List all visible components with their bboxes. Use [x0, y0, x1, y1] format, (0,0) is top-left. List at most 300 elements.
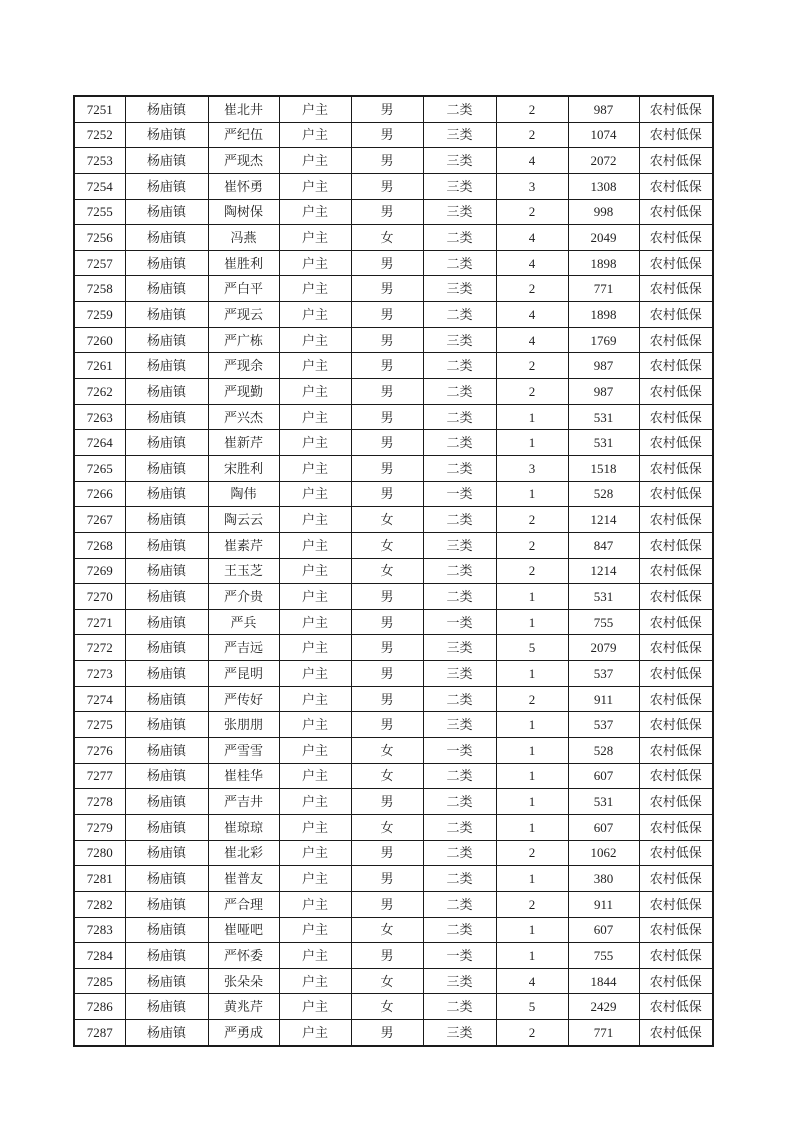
cell-gender: 男 [351, 173, 423, 199]
cell-amount: 537 [568, 661, 639, 687]
cell-family-count: 3 [496, 455, 568, 481]
cell-category: 二类 [423, 558, 496, 584]
cell-household-relation: 户主 [279, 917, 351, 943]
cell-serial-number: 7277 [74, 763, 125, 789]
cell-family-count: 2 [496, 122, 568, 148]
table-row [74, 635, 713, 661]
cell-gender: 男 [351, 866, 423, 892]
cell-person-name: 严纪伍 [208, 122, 279, 148]
cell-serial-number: 7280 [74, 840, 125, 866]
cell-family-count: 2 [496, 558, 568, 584]
cell-household-relation: 户主 [279, 481, 351, 507]
cell-gender: 男 [351, 122, 423, 148]
cell-serial-number: 7254 [74, 173, 125, 199]
cell-amount: 2429 [568, 994, 639, 1020]
cell-town: 杨庙镇 [125, 891, 208, 917]
cell-category: 二类 [423, 763, 496, 789]
cell-household-relation: 户主 [279, 353, 351, 379]
cell-family-count: 2 [496, 276, 568, 302]
cell-family-count: 1 [496, 404, 568, 430]
cell-gender: 男 [351, 250, 423, 276]
cell-assistance-type: 农村低保 [639, 122, 713, 148]
cell-gender: 男 [351, 148, 423, 174]
cell-town: 杨庙镇 [125, 532, 208, 558]
cell-category: 三类 [423, 532, 496, 558]
cell-family-count: 1 [496, 866, 568, 892]
cell-category: 二类 [423, 789, 496, 815]
cell-serial-number: 7252 [74, 122, 125, 148]
cell-serial-number: 7281 [74, 866, 125, 892]
cell-household-relation: 户主 [279, 276, 351, 302]
cell-person-name: 严昆明 [208, 661, 279, 687]
table-row [74, 840, 713, 866]
cell-town: 杨庙镇 [125, 455, 208, 481]
cell-serial-number: 7259 [74, 302, 125, 328]
cell-assistance-type: 农村低保 [639, 891, 713, 917]
cell-assistance-type: 农村低保 [639, 789, 713, 815]
cell-gender: 女 [351, 225, 423, 251]
cell-gender: 女 [351, 558, 423, 584]
table-row [74, 353, 713, 379]
cell-town: 杨庙镇 [125, 763, 208, 789]
cell-assistance-type: 农村低保 [639, 481, 713, 507]
table-row [74, 558, 713, 584]
cell-gender: 男 [351, 455, 423, 481]
cell-family-count: 1 [496, 584, 568, 610]
cell-serial-number: 7283 [74, 917, 125, 943]
cell-family-count: 2 [496, 891, 568, 917]
cell-amount: 380 [568, 866, 639, 892]
cell-household-relation: 户主 [279, 712, 351, 738]
cell-person-name: 张朋朋 [208, 712, 279, 738]
table-row [74, 943, 713, 969]
cell-person-name: 严吉井 [208, 789, 279, 815]
cell-category: 二类 [423, 96, 496, 122]
cell-serial-number: 7287 [74, 1020, 125, 1046]
cell-amount: 528 [568, 481, 639, 507]
cell-household-relation: 户主 [279, 968, 351, 994]
cell-assistance-type: 农村低保 [639, 225, 713, 251]
cell-amount: 998 [568, 199, 639, 225]
cell-serial-number: 7273 [74, 661, 125, 687]
cell-serial-number: 7255 [74, 199, 125, 225]
cell-gender: 男 [351, 404, 423, 430]
cell-gender: 男 [351, 609, 423, 635]
cell-assistance-type: 农村低保 [639, 250, 713, 276]
cell-amount: 987 [568, 353, 639, 379]
cell-category: 二类 [423, 404, 496, 430]
cell-family-count: 4 [496, 225, 568, 251]
cell-person-name: 严怀委 [208, 943, 279, 969]
cell-category: 二类 [423, 584, 496, 610]
cell-gender: 男 [351, 789, 423, 815]
cell-assistance-type: 农村低保 [639, 1020, 713, 1046]
table-row [74, 712, 713, 738]
cell-person-name: 崔北井 [208, 96, 279, 122]
cell-amount: 607 [568, 763, 639, 789]
cell-family-count: 1 [496, 712, 568, 738]
cell-family-count: 2 [496, 507, 568, 533]
cell-household-relation: 户主 [279, 199, 351, 225]
cell-category: 二类 [423, 379, 496, 405]
cell-category: 二类 [423, 225, 496, 251]
cell-household-relation: 户主 [279, 558, 351, 584]
cell-town: 杨庙镇 [125, 481, 208, 507]
table-row [74, 1020, 713, 1046]
cell-person-name: 崔哑吧 [208, 917, 279, 943]
cell-amount: 1062 [568, 840, 639, 866]
cell-serial-number: 7256 [74, 225, 125, 251]
table-row [74, 532, 713, 558]
cell-family-count: 1 [496, 763, 568, 789]
cell-town: 杨庙镇 [125, 968, 208, 994]
cell-assistance-type: 农村低保 [639, 917, 713, 943]
cell-gender: 男 [351, 379, 423, 405]
cell-assistance-type: 农村低保 [639, 199, 713, 225]
cell-amount: 755 [568, 609, 639, 635]
cell-serial-number: 7265 [74, 455, 125, 481]
cell-serial-number: 7282 [74, 891, 125, 917]
cell-serial-number: 7263 [74, 404, 125, 430]
cell-family-count: 1 [496, 609, 568, 635]
table-row [74, 302, 713, 328]
cell-gender: 女 [351, 532, 423, 558]
cell-gender: 男 [351, 430, 423, 456]
cell-town: 杨庙镇 [125, 866, 208, 892]
cell-person-name: 崔胜利 [208, 250, 279, 276]
cell-serial-number: 7260 [74, 327, 125, 353]
cell-town: 杨庙镇 [125, 943, 208, 969]
cell-town: 杨庙镇 [125, 276, 208, 302]
cell-assistance-type: 农村低保 [639, 404, 713, 430]
cell-assistance-type: 农村低保 [639, 866, 713, 892]
cell-person-name: 陶云云 [208, 507, 279, 533]
cell-town: 杨庙镇 [125, 840, 208, 866]
cell-household-relation: 户主 [279, 763, 351, 789]
cell-gender: 女 [351, 994, 423, 1020]
cell-family-count: 4 [496, 327, 568, 353]
cell-household-relation: 户主 [279, 96, 351, 122]
table-row [74, 814, 713, 840]
cell-family-count: 2 [496, 96, 568, 122]
cell-category: 二类 [423, 302, 496, 328]
cell-household-relation: 户主 [279, 327, 351, 353]
cell-person-name: 冯燕 [208, 225, 279, 251]
cell-person-name: 崔普友 [208, 866, 279, 892]
cell-gender: 男 [351, 661, 423, 687]
cell-family-count: 1 [496, 789, 568, 815]
cell-family-count: 2 [496, 379, 568, 405]
table-row [74, 968, 713, 994]
cell-amount: 537 [568, 712, 639, 738]
cell-category: 二类 [423, 430, 496, 456]
table-row [74, 994, 713, 1020]
cell-person-name: 崔怀勇 [208, 173, 279, 199]
cell-amount: 987 [568, 96, 639, 122]
table-row [74, 199, 713, 225]
cell-family-count: 3 [496, 173, 568, 199]
cell-serial-number: 7286 [74, 994, 125, 1020]
cell-gender: 女 [351, 968, 423, 994]
cell-serial-number: 7253 [74, 148, 125, 174]
cell-household-relation: 户主 [279, 840, 351, 866]
table-row [74, 379, 713, 405]
table-row [74, 276, 713, 302]
cell-person-name: 严传好 [208, 686, 279, 712]
cell-town: 杨庙镇 [125, 635, 208, 661]
cell-amount: 1844 [568, 968, 639, 994]
cell-town: 杨庙镇 [125, 917, 208, 943]
cell-household-relation: 户主 [279, 379, 351, 405]
cell-town: 杨庙镇 [125, 814, 208, 840]
cell-gender: 男 [351, 96, 423, 122]
cell-household-relation: 户主 [279, 302, 351, 328]
cell-gender: 女 [351, 738, 423, 764]
table-row [74, 609, 713, 635]
cell-amount: 2049 [568, 225, 639, 251]
cell-amount: 911 [568, 686, 639, 712]
cell-serial-number: 7275 [74, 712, 125, 738]
cell-category: 三类 [423, 712, 496, 738]
cell-assistance-type: 农村低保 [639, 302, 713, 328]
cell-amount: 607 [568, 814, 639, 840]
cell-category: 二类 [423, 455, 496, 481]
cell-category: 三类 [423, 173, 496, 199]
cell-person-name: 崔桂华 [208, 763, 279, 789]
cell-amount: 531 [568, 404, 639, 430]
cell-assistance-type: 农村低保 [639, 609, 713, 635]
cell-family-count: 2 [496, 686, 568, 712]
cell-family-count: 4 [496, 968, 568, 994]
cell-assistance-type: 农村低保 [639, 968, 713, 994]
cell-category: 二类 [423, 917, 496, 943]
cell-category: 二类 [423, 891, 496, 917]
table-row [74, 430, 713, 456]
cell-serial-number: 7271 [74, 609, 125, 635]
cell-gender: 男 [351, 1020, 423, 1046]
cell-person-name: 陶树保 [208, 199, 279, 225]
cell-gender: 男 [351, 891, 423, 917]
table-row [74, 327, 713, 353]
cell-family-count: 2 [496, 840, 568, 866]
cell-town: 杨庙镇 [125, 379, 208, 405]
cell-family-count: 1 [496, 738, 568, 764]
cell-person-name: 严兴杰 [208, 404, 279, 430]
cell-town: 杨庙镇 [125, 122, 208, 148]
cell-person-name: 严现杰 [208, 148, 279, 174]
cell-assistance-type: 农村低保 [639, 96, 713, 122]
cell-assistance-type: 农村低保 [639, 994, 713, 1020]
cell-serial-number: 7285 [74, 968, 125, 994]
cell-amount: 531 [568, 789, 639, 815]
cell-assistance-type: 农村低保 [639, 353, 713, 379]
cell-category: 三类 [423, 148, 496, 174]
cell-assistance-type: 农村低保 [639, 327, 713, 353]
table-row [74, 584, 713, 610]
cell-category: 一类 [423, 738, 496, 764]
cell-amount: 2079 [568, 635, 639, 661]
cell-person-name: 黄兆芹 [208, 994, 279, 1020]
cell-category: 三类 [423, 968, 496, 994]
cell-amount: 528 [568, 738, 639, 764]
cell-assistance-type: 农村低保 [639, 276, 713, 302]
cell-family-count: 1 [496, 661, 568, 687]
cell-person-name: 宋胜利 [208, 455, 279, 481]
cell-gender: 男 [351, 276, 423, 302]
cell-amount: 1518 [568, 455, 639, 481]
cell-household-relation: 户主 [279, 814, 351, 840]
cell-serial-number: 7278 [74, 789, 125, 815]
table-row [74, 404, 713, 430]
cell-gender: 女 [351, 814, 423, 840]
cell-household-relation: 户主 [279, 250, 351, 276]
cell-amount: 771 [568, 276, 639, 302]
cell-person-name: 崔琼琼 [208, 814, 279, 840]
cell-household-relation: 户主 [279, 122, 351, 148]
cell-category: 一类 [423, 481, 496, 507]
cell-person-name: 张朵朵 [208, 968, 279, 994]
table-row [74, 763, 713, 789]
cell-assistance-type: 农村低保 [639, 943, 713, 969]
cell-category: 二类 [423, 353, 496, 379]
cell-assistance-type: 农村低保 [639, 712, 713, 738]
cell-gender: 男 [351, 199, 423, 225]
cell-assistance-type: 农村低保 [639, 763, 713, 789]
cell-serial-number: 7258 [74, 276, 125, 302]
cell-gender: 女 [351, 763, 423, 789]
cell-amount: 531 [568, 584, 639, 610]
cell-serial-number: 7264 [74, 430, 125, 456]
cell-assistance-type: 农村低保 [639, 738, 713, 764]
cell-serial-number: 7257 [74, 250, 125, 276]
cell-serial-number: 7269 [74, 558, 125, 584]
cell-person-name: 陶伟 [208, 481, 279, 507]
cell-family-count: 2 [496, 1020, 568, 1046]
cell-town: 杨庙镇 [125, 789, 208, 815]
cell-serial-number: 7270 [74, 584, 125, 610]
table-row [74, 481, 713, 507]
table-row [74, 866, 713, 892]
cell-town: 杨庙镇 [125, 96, 208, 122]
benefits-roster-table [73, 95, 714, 1047]
cell-category: 三类 [423, 276, 496, 302]
cell-category: 二类 [423, 840, 496, 866]
cell-person-name: 崔北彩 [208, 840, 279, 866]
cell-category: 二类 [423, 814, 496, 840]
cell-assistance-type: 农村低保 [639, 840, 713, 866]
cell-amount: 1308 [568, 173, 639, 199]
cell-category: 二类 [423, 866, 496, 892]
cell-household-relation: 户主 [279, 1020, 351, 1046]
cell-serial-number: 7262 [74, 379, 125, 405]
cell-household-relation: 户主 [279, 225, 351, 251]
cell-assistance-type: 农村低保 [639, 379, 713, 405]
cell-assistance-type: 农村低保 [639, 558, 713, 584]
cell-family-count: 2 [496, 199, 568, 225]
cell-assistance-type: 农村低保 [639, 635, 713, 661]
cell-serial-number: 7251 [74, 96, 125, 122]
cell-amount: 987 [568, 379, 639, 405]
table-row [74, 148, 713, 174]
cell-person-name: 严勇成 [208, 1020, 279, 1046]
cell-household-relation: 户主 [279, 148, 351, 174]
cell-town: 杨庙镇 [125, 1020, 208, 1046]
cell-serial-number: 7274 [74, 686, 125, 712]
table-row [74, 225, 713, 251]
cell-family-count: 5 [496, 635, 568, 661]
cell-town: 杨庙镇 [125, 250, 208, 276]
cell-person-name: 严白平 [208, 276, 279, 302]
cell-gender: 男 [351, 584, 423, 610]
cell-gender: 男 [351, 327, 423, 353]
cell-town: 杨庙镇 [125, 327, 208, 353]
cell-assistance-type: 农村低保 [639, 661, 713, 687]
cell-gender: 男 [351, 840, 423, 866]
cell-town: 杨庙镇 [125, 738, 208, 764]
cell-category: 三类 [423, 327, 496, 353]
cell-person-name: 严介贵 [208, 584, 279, 610]
cell-amount: 755 [568, 943, 639, 969]
table-body [74, 96, 713, 1046]
cell-town: 杨庙镇 [125, 686, 208, 712]
cell-person-name: 严雪雪 [208, 738, 279, 764]
cell-town: 杨庙镇 [125, 302, 208, 328]
cell-amount: 1898 [568, 302, 639, 328]
cell-category: 三类 [423, 661, 496, 687]
cell-gender: 男 [351, 686, 423, 712]
cell-person-name: 王玉芝 [208, 558, 279, 584]
cell-town: 杨庙镇 [125, 507, 208, 533]
cell-person-name: 严现余 [208, 353, 279, 379]
cell-assistance-type: 农村低保 [639, 430, 713, 456]
table-row [74, 250, 713, 276]
cell-gender: 女 [351, 507, 423, 533]
cell-town: 杨庙镇 [125, 661, 208, 687]
cell-amount: 1769 [568, 327, 639, 353]
cell-category: 三类 [423, 122, 496, 148]
cell-amount: 607 [568, 917, 639, 943]
cell-amount: 2072 [568, 148, 639, 174]
cell-household-relation: 户主 [279, 584, 351, 610]
cell-household-relation: 户主 [279, 738, 351, 764]
cell-family-count: 5 [496, 994, 568, 1020]
table-row [74, 917, 713, 943]
cell-category: 一类 [423, 943, 496, 969]
cell-town: 杨庙镇 [125, 225, 208, 251]
cell-town: 杨庙镇 [125, 609, 208, 635]
cell-category: 二类 [423, 686, 496, 712]
cell-serial-number: 7272 [74, 635, 125, 661]
cell-household-relation: 户主 [279, 430, 351, 456]
cell-assistance-type: 农村低保 [639, 455, 713, 481]
cell-town: 杨庙镇 [125, 712, 208, 738]
cell-serial-number: 7261 [74, 353, 125, 379]
cell-town: 杨庙镇 [125, 558, 208, 584]
cell-serial-number: 7276 [74, 738, 125, 764]
cell-gender: 男 [351, 712, 423, 738]
cell-amount: 1898 [568, 250, 639, 276]
cell-category: 二类 [423, 250, 496, 276]
cell-amount: 1214 [568, 507, 639, 533]
cell-family-count: 1 [496, 430, 568, 456]
cell-household-relation: 户主 [279, 404, 351, 430]
cell-serial-number: 7267 [74, 507, 125, 533]
cell-household-relation: 户主 [279, 661, 351, 687]
cell-town: 杨庙镇 [125, 353, 208, 379]
cell-serial-number: 7268 [74, 532, 125, 558]
table-row [74, 738, 713, 764]
cell-household-relation: 户主 [279, 532, 351, 558]
